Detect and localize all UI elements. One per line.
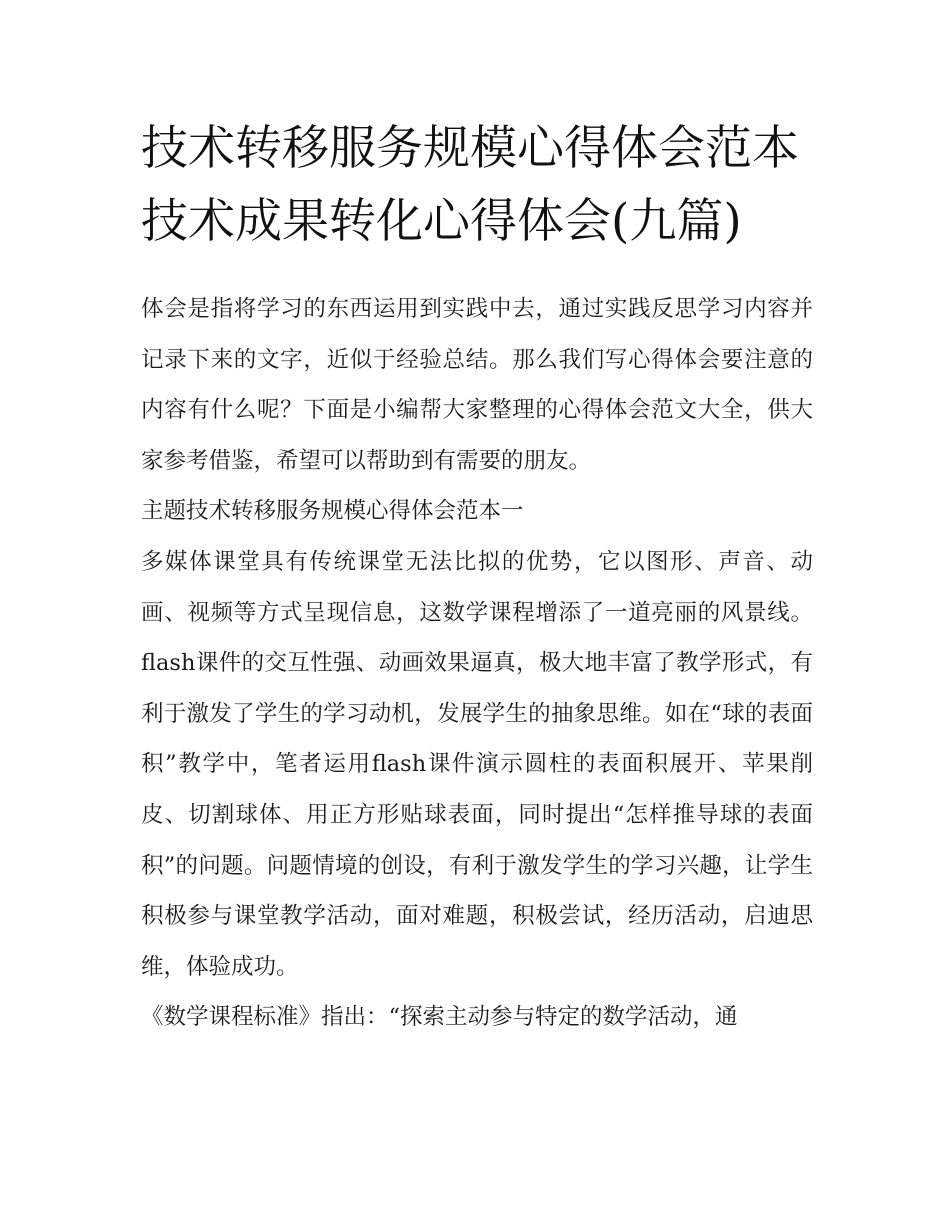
body-paragraph: 多媒体课堂具有传统课堂无法比拟的优势，它以图形、声音、动画、视频等方式呈现信息，这数学课程增添了一道亮丽的风景线。flash课件的交互性强、动画效果逼真，极大地丰富了教学形式，有利于激发了学生的学习动机，发展学生的抽象思维。如在“球的表面积”教学中，笔者运用flash课件演示圆柱的表面积展开、苹果削皮、切割球体、用正方形贴球表面，同时提出“怎样推导球的表面积”的问题。问题情境的创设，有利于激发学生的学习兴趣，让学生积极参与课堂教学活动，面对难题，积极尝试，经历活动，启迪思维，体验成功。 — [141, 548, 813, 980]
document-title: 技术转移服务规模心得体会范本 技术成果转化心得体会(九篇) — [141, 121, 799, 249]
intro-paragraph: 体会是指将学习的东西运用到实践中去，通过实践反思学习内容并记录下来的文字，近似于经验总结。那么我们写心得体会要注意的内容有什么呢？下面是小编帮大家整理的心得体会范文大全，供大家参考借鉴，希望可以帮助到有需要的朋友。 — [141, 296, 813, 474]
document-page — [141, 112, 813, 1043]
section-heading: 主题技术转移服务规模心得体会范本一 — [141, 498, 524, 525]
document-body — [141, 284, 813, 1043]
body-paragraph-continued: 《数学课程标准》指出：“探索主动参与特定的数学活动，通 — [141, 1004, 738, 1031]
